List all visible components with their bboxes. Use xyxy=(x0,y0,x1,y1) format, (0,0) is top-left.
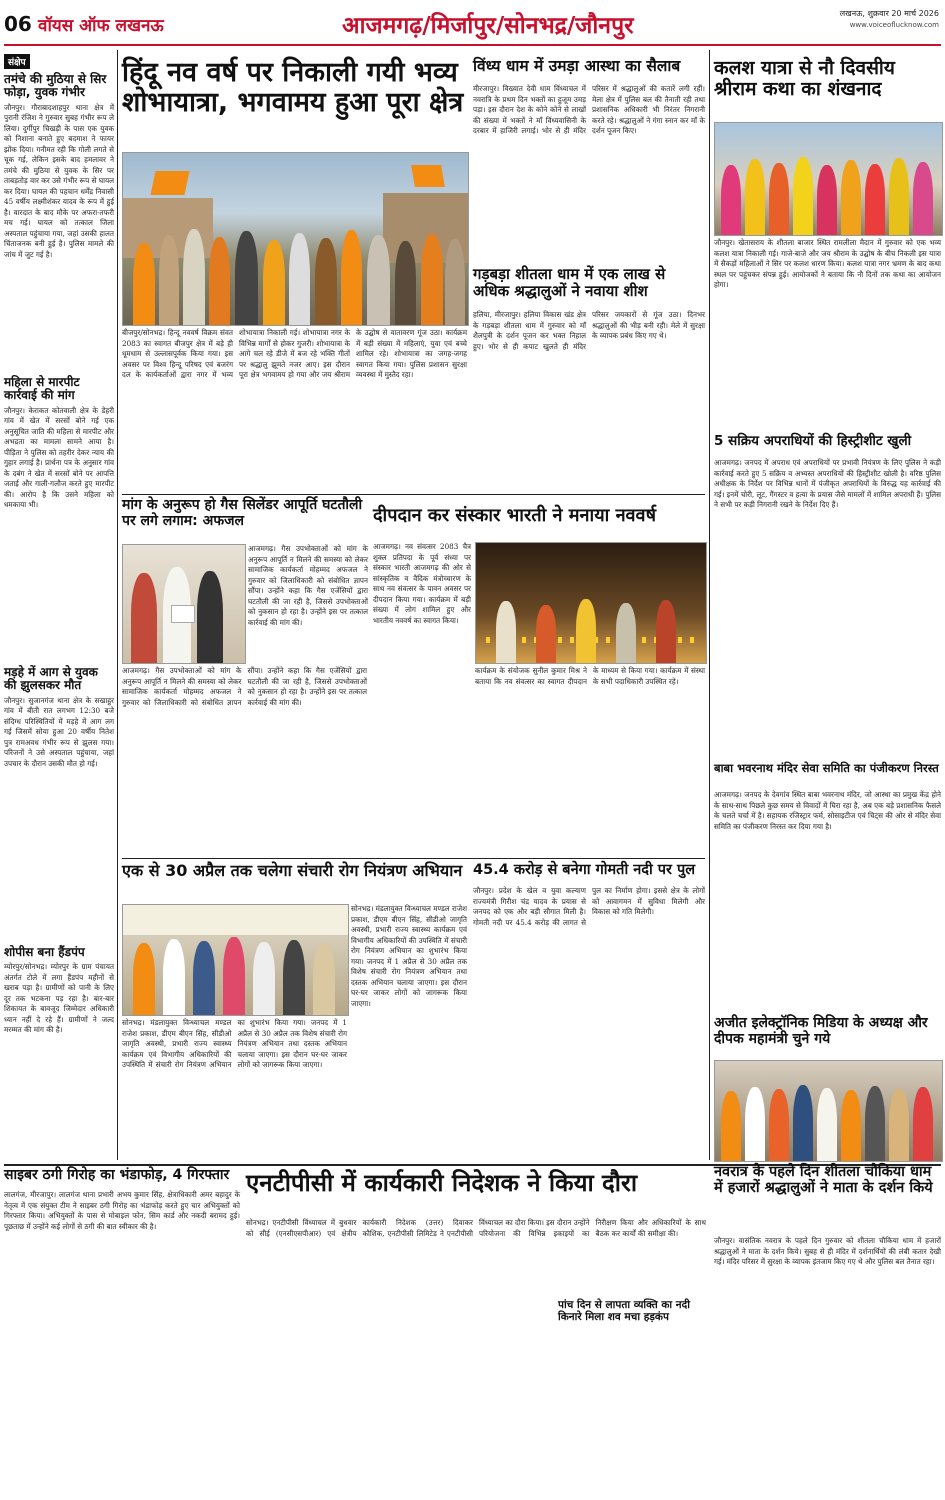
crowd-person xyxy=(721,165,741,235)
crowd-person xyxy=(745,1087,765,1161)
edition-title: आजमगढ़/मिर्जापुर/सोनभद्र/जौनपुर xyxy=(342,13,634,39)
disease-body: सोनभद्र। मंडलायुक्त विन्ध्याचल मण्डल राजेश प्रकाश, डीएम बीएन सिंह, सीडीओ जागृति अवस्थी, प्रभारी राज्य स्वास्थ्य कार्यक्रम एवं विभागीय अधिकारियों की उपस्थिति में संचारी रोग नियंत्रण अभियान का शुभारंभ किया गया। जनपद में 1 अप्रैल से 30 अप्रैल तक विशेष संचारी रोग नियंत्रण अभियान तथा दस्तक अभियान चलाया जाएगा। इस दौरान घर-घर जाकर लोगों को जागरूक किया जाएगा। xyxy=(122,1018,350,1069)
deepdan-caption: कार्यक्रम के संयोजक सुनील कुमार मिश्र ने बताया कि नव संवत्सर का स्वागत दीपदान के माध्यम से किया गया। कार्यक्रम में संस्था के सभी पदाधिकारी उपस्थित रहे। xyxy=(475,666,708,686)
crowd-person xyxy=(865,1086,885,1161)
vindhya-headline: विंध्य धाम में उमड़ा आस्था का सैलाब xyxy=(473,57,681,75)
gas-body: आजमगढ़। गैस उपभोक्ताओं को मांग के अनुरूप आपूर्ति न मिलने की समस्या को लेकर सामाजिक कार्यकर्ता मोहम्मद अफजल ने गुरुवार को जिलाधिकारी को संबोधित ज्ञापन सौंपा। उन्होंने कहा कि गैस एजेंसियों द्वारा घटतौली की जा रही है, जिससे उपभोक्ताओं को नुकसान हो रहा है। उन्होंने इस पर तत्काल कार्रवाई की मांग की। xyxy=(248,544,371,627)
gas-photo xyxy=(122,544,246,664)
disease-headline: एक से 30 अप्रैल तक चलेगा संचारी रोग नियंत्रण अभियान xyxy=(122,861,463,880)
gas-headline: मांग के अनुरूप हो गैस सिलेंडर आपूर्ति घटतौली पर लगे लगाम: अफजल xyxy=(122,497,363,529)
crowd-person xyxy=(656,600,676,663)
shitla-body: हलिया, मीरजापुर। हलिया विकास खंड क्षेत्र के गड़बड़ा शीतला धाम में गुरुवार को माँ शैलपुत्री के दर्शन पूजन कर भक्त निहाल हुए। भोर से ही कपाट खुलते ही मंदिर परिसर जयकारों से गूंज उठा। दिनभर श्रद्धालुओं की भीड़ बनी रही। मेले में सुरक्षा के व्यापक प्रबंध किए गए थे। xyxy=(473,310,708,351)
crowd-person xyxy=(193,941,215,1015)
lead-photo xyxy=(122,152,469,326)
crowd-person xyxy=(163,939,185,1015)
shitla-headline: गड़बड़ा शीतला धाम में एक लाख से अधिक श्रद्धालुओं ने नवाया शीश xyxy=(473,265,666,300)
brief-headline-3: मड़हे में आग से युवक की झुलसकर मौत xyxy=(4,664,98,693)
crowd-person xyxy=(841,160,861,235)
crowd-person xyxy=(841,1090,861,1161)
banner xyxy=(123,905,348,935)
crowd-person xyxy=(159,235,179,325)
crowd-person xyxy=(817,165,837,235)
crowd-person xyxy=(315,238,337,325)
lead-headline: हिंदू नव वर्ष पर निकाली गयी भव्य शोभायात्रा, भगवामय हुआ पूरा क्षेत्र xyxy=(122,57,464,119)
paper-name: वॉयस ऑफ लखनऊ xyxy=(38,16,164,36)
date-line: लखनऊ, शुक्रवार 20 मार्च 2026 xyxy=(839,9,939,18)
navratri-headline: नवरात्र के पहले दिन शीतला चौकिया धाम में हजारों श्रद्धालुओं ने माता के दर्शन किये xyxy=(714,1164,933,1197)
navratri-body: जौनपुर। वासंतिक नवरात्र के पहले दिन गुरुवार को शीतला चौकिया धाम में हजारों श्रद्धालुओं ने माता के दर्शन किये। सुबह से ही मंदिर में दर्शनार्थियों की लंबी कतार देखी गई। मंदिर परिसर में सुरक्षा के व्यापक इंतजाम किए गए थे और पुलिस बल तैनात रहा। xyxy=(714,1236,944,1266)
crowd-person xyxy=(721,1091,741,1161)
brief-headline-2: महिला से मारपीट कार्रवाई की मांग xyxy=(4,374,80,403)
crowd-person xyxy=(197,571,223,663)
crowd-person xyxy=(263,240,285,325)
kalash-headline: कलश यात्रा से नौ दिवसीय श्रीराम कथा का शंखनाद xyxy=(714,57,895,101)
deepdan-photo xyxy=(475,542,707,664)
crowd-person xyxy=(209,237,230,325)
gas-body-continued: आजमगढ़। गैस उपभोक्ताओं को मांग के अनुरूप आपूर्ति न मिलने की समस्या को लेकर सामाजिक कार्यकर्ता मोहम्मद अफजल ने गुरुवार को जिलाधिकारी को संबोधित ज्ञापन सौंपा। उन्होंने कहा कि गैस एजेंसियों द्वारा घटतौली की जा रही है, जिससे उपभोक्ताओं को नुकसान हो रहा है। उन्होंने इस पर तत्काल कार्रवाई की मांग की। xyxy=(122,666,370,707)
gomti-body: जौनपुर। प्रदेश के खेल व युवा कल्याण राज्यमंत्री गिरीश चंद्र यादव के प्रयास से जनपद को एक और बड़ी सौगात मिली है। गोमती नदी पर 45.4 करोड़ की लागत से पुल का निर्माण होगा। इससे क्षेत्र के लोगों को आवागमन में सुविधा मिलेगी और विकास को गति मिलेगी। xyxy=(473,886,708,927)
gomti-headline: 45.4 करोड़ से बनेगा गोमती नदी पर पुल xyxy=(473,862,696,878)
brief-text-4: म्योरपुर/सोनभद्र। म्योरपुर के ग्राम पंचायत अंतर्गत टोले में लगा हैंडपंप महीनों से खराब पड़ा है। ग्रामीणों को पानी के लिए दूर तक भटकना पड़ रहा है। बार-बार शिकायत के बावजूद जिम्मेदार अधिकारी ध्यान नहीं दे रहे हैं। ग्रामीणों ने जल्द मरम्मत की मांग की है। xyxy=(4,962,117,1035)
section-rule xyxy=(122,858,705,859)
crowd-person xyxy=(576,599,596,663)
missing-headline: पांच दिन से लापता व्यक्ति का नदी किनारे मिला शव मचा हड़कंप xyxy=(558,1300,706,1340)
mandir-headline: बाबा भवरनाथ मंदिर सेवा समिति का पंजीकरण निरस्त xyxy=(714,761,939,775)
deepdan-headline: दीपदान कर संस्कार भारती ने मनाया नववर्ष xyxy=(373,505,656,526)
crowd-person xyxy=(865,164,885,235)
ntpc-headline: एनटीपीसी में कार्यकारी निदेशक ने किया दौरा xyxy=(246,1169,638,1197)
brief-text-3: जौनपुर। सुजानगंज थाना क्षेत्र के सखाहुर गांव में बीती रात लगभग 12:30 बजे संदिग्ध परिस्थितियों में मड़हे में आग लग गई जिसमें सोया हुआ 20 वर्षीय नितेश पुत्र रामअवध गंभीर रूप से झुलस गया। परिजनों ने उसे अस्पताल पहुंचाया, जहां उपचार के दौरान उसकी मौत हो गई। xyxy=(4,695,117,768)
section-rule xyxy=(122,494,705,495)
crowd-person xyxy=(745,159,765,235)
memorandum-paper xyxy=(171,605,195,623)
cyber-headline: साइबर ठगी गिरोह का भंडाफोड़, 4 गिरफ्तार xyxy=(4,1167,230,1183)
crowd-person xyxy=(536,605,556,663)
crowd-person xyxy=(289,233,310,325)
disease-body-right: सोनभद्र। मंडलायुक्त विन्ध्याचल मण्डल राजेश प्रकाश, डीएम बीएन सिंह, सीडीओ जागृति अवस्थी, प्रभारी राज्य स्वास्थ्य कार्यक्रम एवं विभागीय अधिकारियों की उपस्थिति में संचारी रोग नियंत्रण अभियान का शुभारंभ किया गया। जनपद में 1 अप्रैल से 30 अप्रैल तक विशेष संचारी रोग नियंत्रण अभियान तथा दस्तक अभियान चलाया जाएगा। इस दौरान घर-घर जाकर लोगों को जागरूक किया जाएगा। xyxy=(351,904,470,1008)
crowd-person xyxy=(183,229,205,325)
brief-label: संक्षेप xyxy=(4,54,30,69)
kalash-photo xyxy=(714,122,943,236)
media-photo xyxy=(714,1060,943,1162)
history-body: आजमगढ़। जनपद में अपराध एवं अपराधियों पर प्रभावी नियंत्रण के लिए पुलिस ने कड़ी कार्रवाई करते हुए 5 सक्रिय व अभ्यस्त अपराधियों की हिस्ट्रीशीट खोली है। वरिष्ठ पुलिस अधीक्षक के निर्देश पर विभिन्न थानों में पंजीकृत अपराधियों के विरुद्ध यह कार्रवाई की गई। इनमें चोरी, लूट, गैंगस्टर व हत्या के प्रयास जैसे मामलों में शामिल अपराधी हैं। पुलिस ने सभी पर कड़ी निगरानी रखने के निर्देश दिए हैं। xyxy=(714,458,944,509)
sidebar-divider xyxy=(117,50,118,1160)
crowd-person xyxy=(793,157,813,235)
mandir-body: आजमगढ़। जनपद के देवगांव स्थित बाबा भवरनाथ मंदिर, जो आस्था का प्रमुख केंद्र होने के साथ-साथ पिछले कुछ समय से विवादों में घिरा रहा है, अब एक बड़े प्रशासनिक फैसले के चलते चर्चा में है। सहायक रजिस्ट्रार फर्म, सोसाइटीज एवं चिट्स की ओर से मंदिर सेवा समिति का पंजीकरण निरस्त कर दिया गया है। xyxy=(714,790,944,831)
brief-text-1: जौनपुर। गौराबादशाहपुर थाना क्षेत्र में पुरानी रंजिश ने गुरुवार सुबह गंभीर रूप ले लिया। दुर्गीपुर चिखड़ी के पास एक युवक को निशाना बनाते हुए बदमाश ने फायर झोंक दिया। गनीमत रही कि गोली लगते से चूक गई, लेकिन इसके बाद हमलावर ने तमंचे की मुठिया से युवक के सिर पर ताबड़तोड़ वार कर उसे गंभीर रूप से घायल कर दिया। घायल की पहचान धर्मेंद्र निवासी 45 वर्षीय लक्ष्मीशंकर यादव के रूप में हुई है। वारदात के बाद मौके पर अफरा-तफरी मच गई। घायल को तत्काल जिला अस्पताल पहुंचाया गया, जहां उसकी हालत चिंताजनक बनी हुई है। पुलिस मामले की जांच में जुट गई है। xyxy=(4,102,117,259)
history-headline: 5 सक्रिय अपराधियों की हिस्ट्रीशीट खुली xyxy=(714,433,912,449)
brief-headline-1: तमंचे की मुठिया से सिर फोड़ा, युवक गंभीर xyxy=(4,72,107,100)
crowd-person xyxy=(496,601,516,663)
brief-headline-4: शोपीस बना हैंडपंप xyxy=(4,944,85,959)
brief-column xyxy=(4,50,117,1160)
crowd-person xyxy=(341,230,362,325)
crowd-person xyxy=(253,942,275,1015)
cyber-body: लालगंज, मीरजापुर। लालगंज थाना प्रभारी अभय कुमार सिंह, क्षेत्राधिकारी अमर बहादुर के नेतृत्व में एक संयुक्त टीम ने साइबर ठगी गिरोह का भंडाफोड़ करते हुए चार अभियुक्तों को गिरफ्तार किया। अभियुक्तों के पास से मोबाइल फोन, सिम कार्ड और नकदी बरामद हुई। पूछताछ में उन्होंने कई लोगों से ठगी की बात स्वीकार की है। xyxy=(4,1190,243,1231)
crowd-person xyxy=(421,234,443,325)
crowd-person xyxy=(445,239,465,325)
crowd-person xyxy=(913,1087,933,1161)
brief-text-2: जौनपुर। केराकत कोतवाली क्षेत्र के डेहरी गांव में खेत में सरसों बोने गई एक अनुसूचित जाति की महिला से मारपीट और अभद्रता का मामला सामने आया है। पीड़िता ने पुलिस को तहरीर देकर न्याय की गुहार लगाई है। प्रार्थना पत्र के अनुसार गांव के दबंग ने खेत में सरसों बोने पर आपत्ति जताई और गाली-गलौज करते हुए मारपीट की। आरोप है कि उसने महिला को धमकाया भी। xyxy=(4,405,117,510)
crowd-person xyxy=(616,603,636,663)
masthead-rule xyxy=(4,44,941,46)
media-headline: अजीत इलेक्ट्रॉनिक मिडिया के अध्यक्ष और दीपक महामंत्री चुने गये xyxy=(714,1015,928,1047)
disease-photo xyxy=(122,904,349,1016)
crowd-person xyxy=(817,1088,837,1161)
page-number: 06 xyxy=(4,12,32,36)
ntpc-body: सोनभद्र। एनटीपीसी विंध्याचल में बुधवार को सीई (एनसीएसपीआर) एवं क्षेत्रीय कार्यकारी निदेशक (उत्तर) दिवाकर कौशिक, एनटीपीसी लिमिटेड ने एनटीपीसी विंध्याचल का दौरा किया। इस दौरान उन्होंने परियोजना की विभिन्न इकाइयों का निरीक्षण किया और अधिकारियों के साथ बैठक कर कार्यों की समीक्षा की। xyxy=(246,1218,709,1238)
crowd-person xyxy=(913,162,933,235)
masthead xyxy=(4,4,941,44)
deepdan-body: आजमगढ़। नव संवत्सर 2083 चैत्र शुक्ल प्रतिपदा के पूर्व संध्या पर संस्कार भारती आजमगढ़ की ओर से सांस्कृतिक व वैदिक मंत्रोच्चारण के साथ नव संवत्सर के पावन अवसर पर दीपदान किया गया। कार्यक्रम में बड़ी संख्या में लोग शामिल हुए और भारतीय नववर्ष का स्वागत किया। xyxy=(373,542,474,625)
crowd-person xyxy=(235,231,258,325)
website: www.voiceoflucknow.com xyxy=(849,21,939,29)
crowd-person xyxy=(889,1089,909,1161)
crowd-person xyxy=(133,943,155,1015)
crowd-person xyxy=(283,940,305,1015)
procession-flag xyxy=(411,165,445,187)
vindhya-body: मीरजापुर। विख्यात देवी धाम विंध्याचल में नवरात्रि के प्रथम दिन भक्तों का हुजूम उमड़ पड़ा। इस दौरान देश के कोने कोने से लाखों की संख्या में भक्तों ने माँ विंध्यवासिनी के दरबार में हाजिरी लगाई। भोर से ही मंदिर परिसर में श्रद्धालुओं की कतारें लगी रहीं। मेला क्षेत्र में पुलिस बल की तैनाती रही तथा प्रशासनिक अधिकारी भी निरंतर निगरानी करते रहे। श्रद्धालुओं ने गंगा स्नान कर माँ के दर्शन पूजन किए। xyxy=(473,84,708,135)
procession-flag xyxy=(150,171,189,195)
crowd-person xyxy=(395,241,416,325)
crowd-person xyxy=(313,943,335,1015)
lead-body: बीजपुर/सोनभद्र। हिन्दू नववर्ष विक्रम संवत 2083 का स्वागत बीजपुर क्षेत्र में बड़े ही धूमधाम से उल्लासपूर्वक किया गया। इस अवसर पर विश्व हिन्दू परिषद एवं बजरंग दल के कार्यकर्ताओं द्वारा नगर में भव्य शोभायात्रा निकाली गई। शोभायात्रा नगर के विभिन्न मार्गों से होकर गुजरी। शोभायात्रा के आगे चल रहे डीजे में बज रहे भक्ति गीतों पर श्रद्धालु झूमते नजर आए। इस दौरान पूरा क्षेत्र भगवामय हो गया और जय श्रीराम के उद्घोष से वातावरण गूंज उठा। कार्यक्रम में बड़ी संख्या में महिलाएं, युवा एवं बच्चे शामिल रहे। शोभायात्रा का जगह-जगह स्वागत किया गया। पुलिस प्रशासन सुरक्षा व्यवस्था में मुस्तैद रहा। xyxy=(122,328,470,379)
crowd-person xyxy=(793,1085,813,1161)
crowd-person xyxy=(133,243,155,325)
crowd-person xyxy=(889,158,909,235)
crowd-person xyxy=(131,573,157,663)
crowd-person xyxy=(769,163,789,235)
column-divider xyxy=(709,50,710,1160)
crowd-person xyxy=(769,1089,789,1161)
crowd-person xyxy=(367,235,390,325)
kalash-body: जौनपुर। खेतासराय के शीतला बाजार स्थित रामलीला मैदान में गुरुवार को एक भव्य कलश यात्रा निकाली गई। गाजे-बाजे और जय श्रीराम के उद्घोष के बीच निकली इस यात्रा में सैकड़ों महिलाओं ने सिर पर कलश धारण किया। कलश यात्रा नगर भ्रमण के बाद कथा स्थल पर पहुंचकर संपन्न हुई। आयोजकों ने बताया कि नौ दिनों तक कथा का आयोजन होगा। xyxy=(714,238,944,289)
crowd-person xyxy=(223,937,245,1015)
